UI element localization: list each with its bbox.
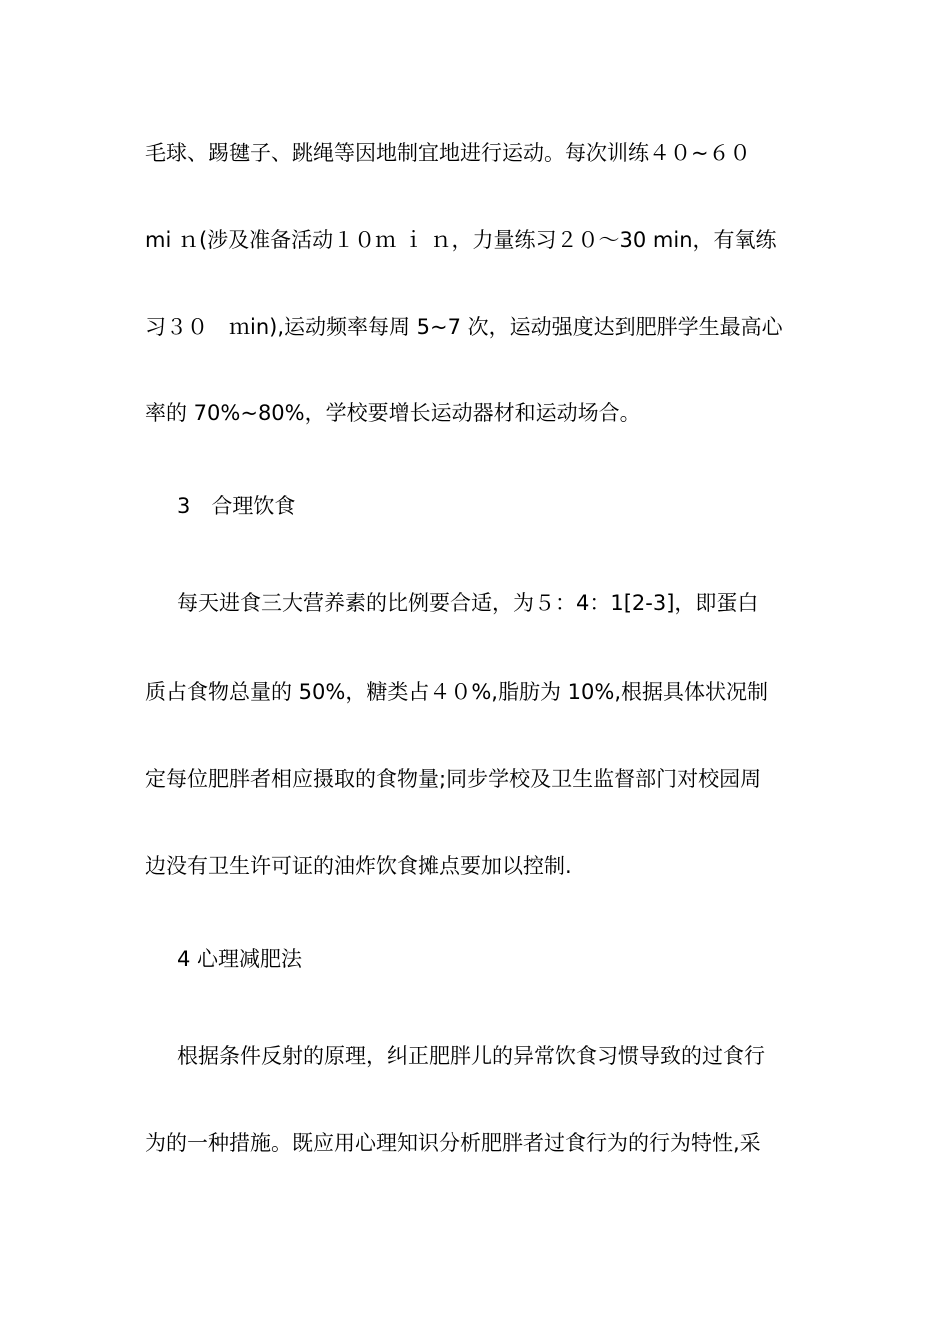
body-text-line: 为的一种措施。既应用心理知识分析肥胖者过食行为的行为特性,采: [145, 1131, 761, 1155]
body-text-line: 毛球、踢毽子、跳绳等因地制宜地进行运动。每次训练４０~６０: [145, 141, 751, 165]
body-text-line: mi ｎ(涉及准备活动１０ｍ ｉ ｎ，力量练习２０～30 min，有氧练: [145, 228, 777, 252]
section-heading: 4 心理减肥法: [177, 947, 303, 971]
body-text-line: 边没有卫生许可证的油炸饮食摊点要加以控制.: [145, 854, 572, 878]
section-heading: 3 合理饮食: [177, 494, 296, 518]
body-text-line: 习３０ ｍin),运动频率每周 5~7 次，运动强度达到肥胖学生最高心: [145, 315, 783, 339]
body-text-line: 每天进食三大营养素的比例要合适，为５：4：1[2-3]，即蛋白: [177, 591, 759, 615]
body-text-line: 率的 70%~80%，学校要增长运动器材和运动场合。: [145, 401, 641, 425]
body-text-line: 根据条件反射的原理，纠正肥胖儿的异常饮食习惯导致的过食行: [177, 1044, 765, 1068]
body-text-line: 质占食物总量的 50%，糖类占４０%,脂肪为 10%,根据具体状况制: [145, 680, 769, 704]
body-text-line: 定每位肥胖者相应摄取的食物量;同步学校及卫生监督部门对校园周: [145, 767, 762, 791]
